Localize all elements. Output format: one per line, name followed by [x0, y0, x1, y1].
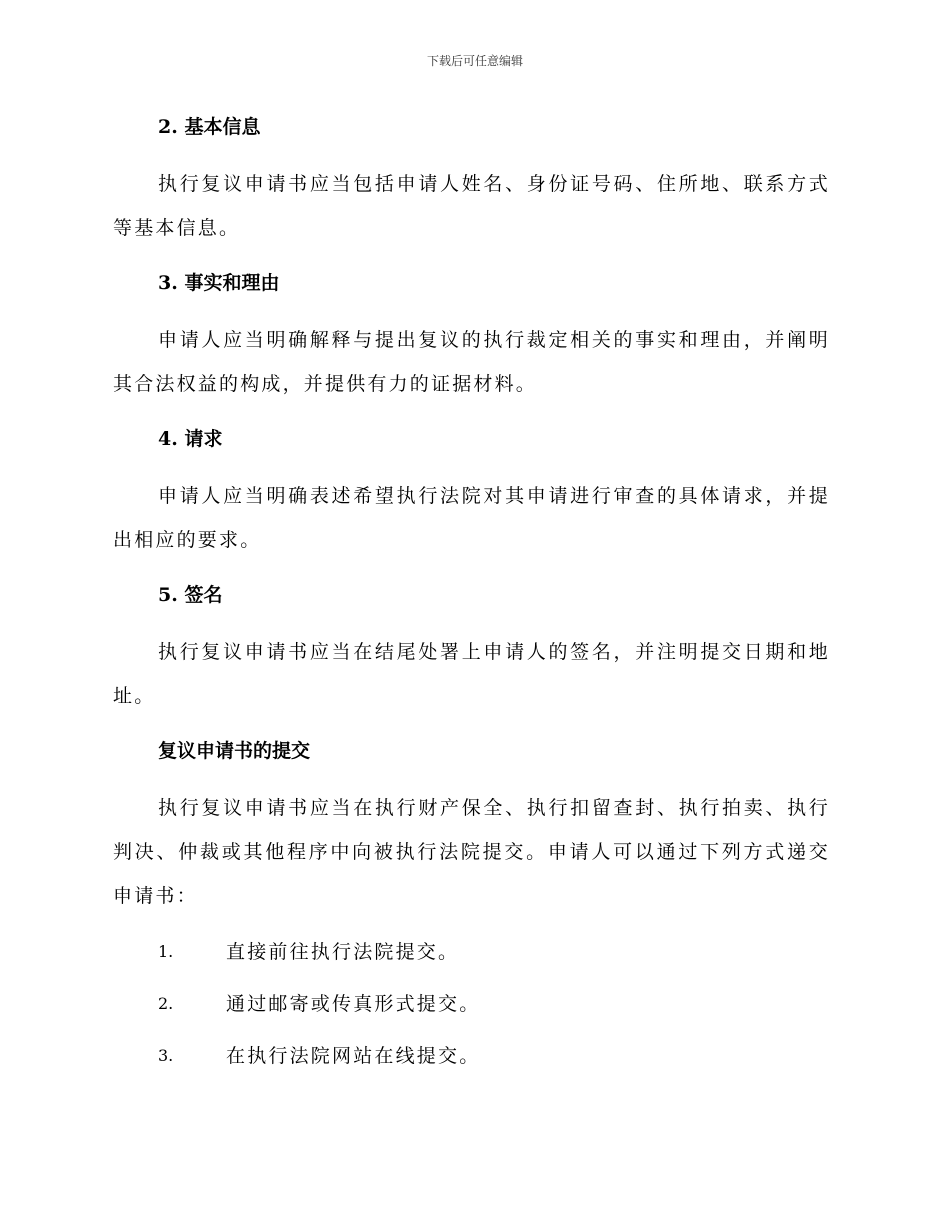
section-paragraph-submission: 执行复议申请书应当在执行财产保全、执行扣留查封、执行拍卖、执行判决、仲裁或其他程序中向被执行法院提交。申请人可以通过下列方式递交申请书： — [113, 797, 830, 907]
section-heading-request: 4. 请求 — [158, 428, 223, 450]
submission-methods-list — [113, 926, 830, 1082]
list-item-text: 在执行法院网站在线提交。 — [226, 1045, 481, 1067]
list-item-text: 直接前往执行法院提交。 — [226, 941, 460, 963]
section-paragraph-basic-info: 执行复议申请书应当包括申请人姓名、身份证号码、住所地、联系方式等基本信息。 — [113, 173, 830, 239]
list-item-text: 通过邮寄或传真形式提交。 — [226, 993, 481, 1015]
section-heading-facts-reasons: 3. 事实和理由 — [158, 272, 280, 294]
section-paragraph-facts-reasons: 申请人应当明确解释与提出复议的执行裁定相关的事实和理由，并阐明其合法权益的构成，并提供有力的证据材料。 — [113, 329, 830, 395]
page-header: 下载后可任意编辑 — [426, 54, 523, 68]
list-item — [113, 978, 830, 1030]
list-item-number: 1. — [158, 942, 174, 961]
section-heading-basic-info: 2. 基本信息 — [158, 116, 261, 138]
list-item-number: 2. — [158, 994, 174, 1013]
list-item-number: 3. — [158, 1046, 174, 1065]
section-heading-signature: 5. 签名 — [158, 584, 223, 606]
section-paragraph-signature: 执行复议申请书应当在结尾处署上申请人的签名，并注明提交日期和地址。 — [113, 641, 830, 707]
section-paragraph-request: 申请人应当明确表述希望执行法院对其申请进行审查的具体请求，并提出相应的要求。 — [113, 485, 830, 551]
document-body — [113, 110, 830, 1082]
list-item — [113, 926, 830, 978]
list-item — [113, 1030, 830, 1082]
section-heading-submission: 复议申请书的提交 — [158, 740, 311, 762]
